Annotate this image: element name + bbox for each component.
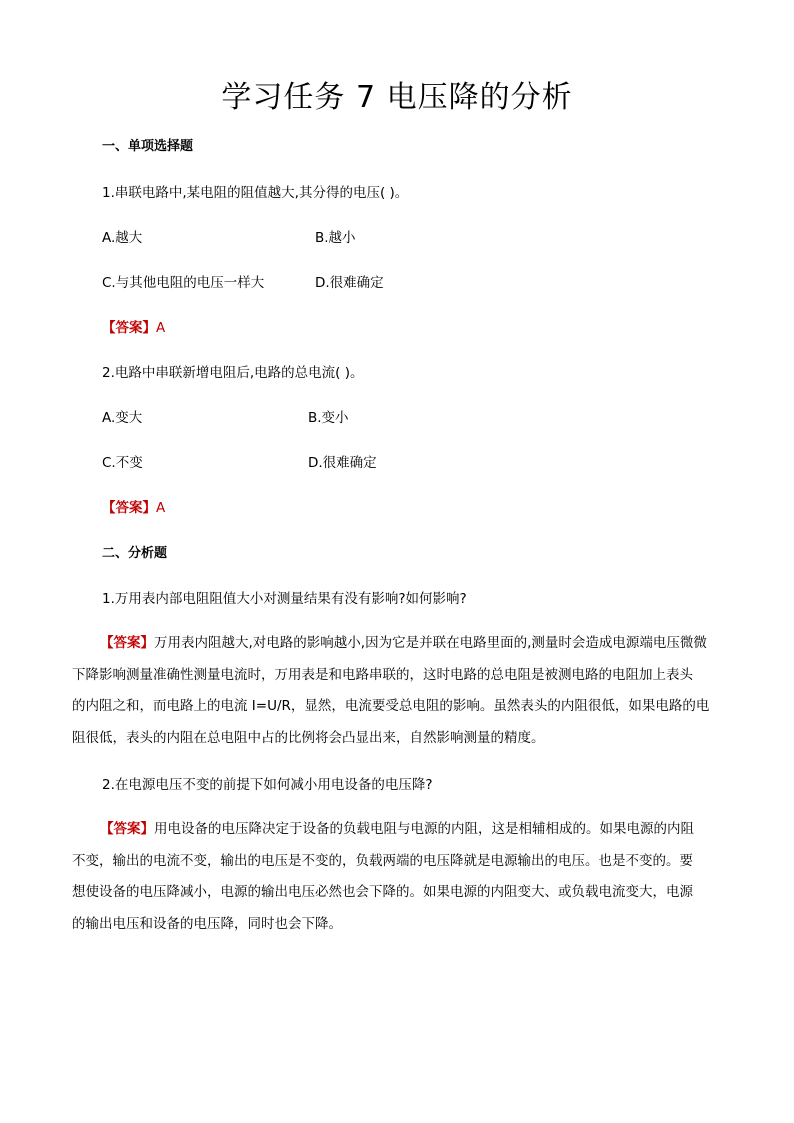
answer-line: 的输出电压和设备的电压降，同时也会下降。 — [72, 915, 342, 932]
answer-line: 的内阻之和，而电路上的电流 I=U/R，显然，电流要受总电阻的影响。虽然表头的内阻很低，如果电路的电 — [72, 698, 710, 714]
analysis-question-2-answer — [72, 814, 726, 940]
analysis-question-2-stem: 2.在电源电压不变的前提下如何减小用电设备的电压降? — [102, 777, 433, 793]
question-2-answer — [102, 499, 165, 517]
question-1-option-d: D.很难确定 — [315, 275, 384, 291]
page-title: 学习任务 7 电压降的分析 — [221, 80, 573, 115]
answer-tag: 【答案】 — [102, 500, 156, 516]
answer-text: 用电设备的电压降决定于设备的负载电阻与电源的内阻，这是相辅相成的。如果电源的内阻 — [154, 821, 694, 837]
answer-line — [72, 628, 726, 660]
question-2-option-c: C.不变 — [102, 455, 143, 471]
question-1-stem: 1.串联电路中,某电阻的阻值越大,其分得的电压( )。 — [102, 185, 409, 201]
question-1-answer — [102, 319, 165, 337]
answer-line: 想使设备的电压降减小，电源的输出电压必然也会下降的。如果电源的内阻变大、或负载电流变大，电源 — [72, 884, 693, 900]
section-heading-analysis: 二、分析题 — [102, 546, 168, 561]
answer-line: 阻很低，表头的内阻在总电阻中占的比例将会凸显出来，自然影响测量的精度。 — [72, 729, 545, 746]
analysis-question-1-stem: 1.万用表内部电阻阻值大小对测量结果有没有影响?如何影响? — [102, 591, 467, 607]
answer-tag: 【答案】 — [100, 821, 154, 837]
question-2-option-a: A.变大 — [102, 410, 143, 426]
answer-tag: 【答案】 — [102, 320, 156, 336]
answer-line: 不变，输出的电流不变，输出的电压是不变的，负载两端的电压降就是电源输出的电压。也是不变的。要 — [72, 852, 693, 869]
answer-line: 下降影响测量准确性测量电流时，万用表是和电路串联的，这时电路的总电阻是被测电路的电阻加上表头 — [72, 666, 693, 683]
question-2-option-d: D.很难确定 — [308, 455, 377, 471]
answer-value: A — [156, 500, 166, 516]
question-2-option-b: B.变小 — [308, 410, 349, 426]
question-1-option-c: C.与其他电阻的电压一样大 — [102, 275, 265, 291]
answer-tag: 【答案】 — [100, 635, 154, 651]
answer-text: 万用表内阻越大,对电路的影响越小,因为它是并联在电路里面的,测量时会造成电源端电压微微 — [154, 635, 707, 651]
analysis-question-1-answer — [72, 628, 726, 754]
question-1-option-b: B.越小 — [315, 230, 356, 246]
question-2-stem: 2.电路中串联新增电阻后,电路的总电流( )。 — [102, 365, 364, 381]
question-1-option-a: A.越大 — [102, 230, 143, 246]
answer-line — [72, 814, 726, 846]
answer-value: A — [156, 320, 166, 336]
section-heading-single-choice: 一、单项选择题 — [102, 139, 194, 154]
